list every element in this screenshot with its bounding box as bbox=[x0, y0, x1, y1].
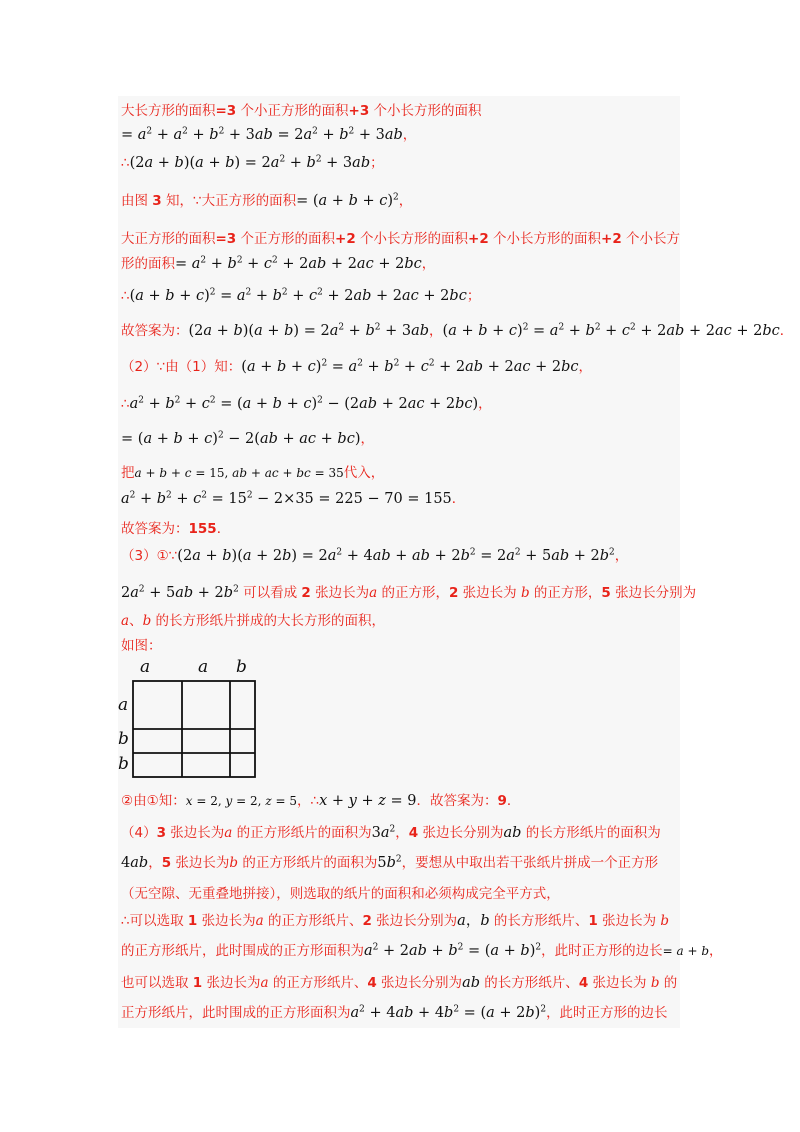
line-segment: 代入， bbox=[343, 465, 385, 481]
line-segment: ab bbox=[462, 975, 481, 991]
line-10 bbox=[121, 393, 492, 413]
line-segment: 的正方形， bbox=[529, 585, 602, 601]
line-segment: ． bbox=[451, 491, 466, 507]
line-23 bbox=[121, 910, 669, 930]
line-segment: ， bbox=[429, 323, 443, 339]
line-segment: 个小长方形的面积 bbox=[355, 231, 469, 247]
line-segment: 的长方形纸片、 bbox=[480, 975, 579, 991]
line-7 bbox=[121, 285, 480, 305]
line-segment: $(a + b + c)^2 = a^2 + b^2 + c^2 + 2ab + 2ac + 2bc$ bbox=[129, 287, 467, 304]
line-12 bbox=[121, 462, 384, 482]
line-segment: a + b + c = 15, ab + ac + bc = 35 bbox=[134, 466, 344, 480]
line-segment: 张边长为 bbox=[202, 975, 261, 991]
line-segment: ， bbox=[578, 359, 593, 375]
line-9 bbox=[121, 356, 592, 376]
line-segment: ， bbox=[398, 193, 413, 209]
line-segment: = $(a + b + c)^2 - 2(ab$ + ac + bc) bbox=[121, 430, 361, 447]
line-segment: a bbox=[224, 825, 233, 841]
line-segment: 正方形纸片，此时围成的正方形面积为 bbox=[121, 1005, 351, 1021]
line-segment: 3 bbox=[152, 193, 162, 209]
line-segment: ，此时正方形的边长 bbox=[541, 943, 663, 959]
line-18 bbox=[121, 635, 162, 655]
line-19 bbox=[121, 790, 520, 810]
side-label-b1: b bbox=[118, 729, 129, 749]
line-segment: = $a^2 + a^2 + b^2 + 3ab = 2a^2 + b^2 + 3ab$ bbox=[121, 126, 403, 143]
line-segment: b bbox=[660, 913, 670, 929]
line-segment: a bbox=[369, 585, 378, 601]
line-segment: +2 bbox=[335, 231, 356, 247]
line-segment: a bbox=[121, 613, 130, 629]
line-segment: 的长方形纸片的面积为 bbox=[521, 825, 661, 841]
line-segment: $(2a + b)(a + b) = 2a^2 + b^2 + 3ab$ bbox=[129, 154, 371, 171]
line-segment: 张边长为 bbox=[197, 913, 256, 929]
line-segment: （无空隙、无重叠地拼接），则选取的纸片的面积和必须构成完全平方式， bbox=[121, 886, 560, 902]
rectangle-tiling-figure bbox=[118, 657, 263, 782]
line-segment: x = 2, y = 2, z = 5 bbox=[185, 794, 297, 808]
line-17 bbox=[121, 610, 385, 630]
line-segment: $a^2 + 2ab + b^2 = (a + b)^2$ bbox=[364, 942, 542, 959]
line-segment: ，要想从中取出若干张纸片拼成一个正方形 bbox=[401, 855, 659, 871]
line-segment: 如图： bbox=[121, 638, 162, 654]
line-segment: 的正方形， bbox=[377, 585, 449, 601]
line-segment: 张边长为 bbox=[588, 975, 651, 991]
line-segment: 个正方形的面积 bbox=[236, 231, 336, 247]
line-segment: =3 bbox=[215, 103, 237, 119]
line-segment: 的正方形纸片的面积为 bbox=[238, 855, 378, 871]
line-21 bbox=[121, 852, 658, 872]
line-segment: $3a^2$ bbox=[371, 824, 396, 841]
line-segment: 可以看成 bbox=[238, 585, 302, 601]
line-segment: ， bbox=[614, 548, 629, 564]
line-segment: b bbox=[650, 975, 660, 991]
top-label-a2: a bbox=[198, 657, 209, 677]
top-label-b: b bbox=[236, 657, 247, 677]
line-5 bbox=[121, 228, 680, 248]
line-26 bbox=[121, 1002, 668, 1022]
line-segment: 2 bbox=[362, 913, 372, 929]
line-20 bbox=[121, 822, 661, 842]
line-segment: $a^2 + 4ab + 4b^2 = (a + 2b)^2$ bbox=[350, 1004, 547, 1021]
line-segment: （4） bbox=[121, 825, 157, 841]
line-segment: +2 bbox=[601, 231, 622, 247]
line-3 bbox=[121, 152, 384, 172]
line-segment: ； bbox=[370, 155, 384, 171]
line-segment: 的 bbox=[659, 975, 678, 991]
line-6 bbox=[121, 253, 435, 273]
line-segment: +2 bbox=[468, 231, 489, 247]
line-segment: = $a^2 + b^2 + c^2 + 2ab + 2ac + 2bc$ bbox=[175, 255, 422, 272]
line-22 bbox=[121, 883, 560, 903]
line-segment: ab bbox=[503, 825, 522, 841]
line-segment: 3 bbox=[156, 825, 166, 841]
line-segment: 张边长分别为 bbox=[371, 913, 458, 929]
line-segment: ∴ bbox=[121, 396, 130, 412]
line-segment: =3 bbox=[215, 231, 237, 247]
line-segment: 1 bbox=[588, 913, 598, 929]
line-segment: = a + b bbox=[662, 944, 710, 958]
line-segment: ②由①知： bbox=[121, 793, 186, 809]
line-segment: b bbox=[520, 585, 530, 601]
line-segment: 由图 bbox=[121, 193, 153, 209]
line-segment: 张边长为 bbox=[458, 585, 521, 601]
line-4 bbox=[121, 190, 412, 210]
line-segment: ， bbox=[478, 396, 492, 412]
line-segment: 形的面积 bbox=[121, 256, 175, 272]
line-segment: 张边长为 bbox=[597, 913, 661, 929]
line-segment: ∴可以选取 bbox=[121, 913, 188, 929]
line-segment: 个小正方形的面积 bbox=[236, 103, 349, 119]
line-segment: 的正方形纸片，此时围成的正方形面积为 bbox=[121, 943, 364, 959]
line-segment: 4ab bbox=[121, 855, 149, 871]
line-segment: 1 bbox=[187, 913, 198, 929]
line-segment: ，∴ bbox=[297, 793, 320, 809]
line-segment: ∴ bbox=[121, 288, 130, 304]
line-11 bbox=[121, 428, 374, 448]
line-segment: 张边长为 bbox=[166, 825, 225, 841]
line-segment: ∴ bbox=[121, 155, 130, 171]
line-segment: 张边长分别为 bbox=[418, 825, 504, 841]
line-segment: （3）①∵ bbox=[121, 548, 178, 564]
line-segment: 1 bbox=[192, 975, 203, 991]
line-segment: ； bbox=[466, 288, 481, 304]
line-segment: $5b^2$ bbox=[377, 854, 402, 871]
line-segment: ， bbox=[360, 431, 375, 447]
line-segment: $(a + b + c)^2 = a^2 + b^2 + c^2 + 2ab + 2ac + 2bc$ bbox=[442, 322, 780, 339]
line-segment: ， bbox=[421, 256, 436, 272]
line-segment: ． bbox=[779, 323, 794, 339]
line-segment: 张边长分别为 bbox=[376, 975, 463, 991]
line-2 bbox=[121, 124, 416, 144]
line-segment: 张边长分别为 bbox=[610, 585, 697, 601]
line-segment: 4 bbox=[578, 975, 589, 991]
line-segment: 2 bbox=[448, 585, 459, 601]
line-segment: 把 bbox=[121, 465, 135, 481]
line-segment: ， bbox=[402, 127, 417, 143]
line-segment: 大正方形的面积 bbox=[121, 231, 216, 247]
line-15 bbox=[121, 545, 628, 565]
line-segment: 5 bbox=[161, 855, 172, 871]
line-14 bbox=[121, 518, 230, 538]
line-8 bbox=[121, 320, 793, 340]
line-segment: 故答案为： bbox=[121, 323, 189, 339]
line-segment: $a^2 + b^2 + c^2 = 15^2 - 2\times 35 = 225 - 70 = 155$ bbox=[121, 490, 452, 507]
line-segment: ， bbox=[395, 825, 409, 841]
line-segment: 知，∵大正方形的面积 bbox=[161, 193, 297, 209]
line-24 bbox=[121, 940, 723, 960]
line-segment: = $(a + b + c)^2$ bbox=[296, 192, 399, 209]
line-segment: ，此时正方形的边长 bbox=[546, 1005, 668, 1021]
line-segment: ．故答案为： bbox=[416, 793, 498, 809]
line-segment: a，b bbox=[457, 913, 490, 929]
line-segment: 的正方形纸片、 bbox=[268, 975, 368, 991]
line-segment: 个小长方形的面积 bbox=[488, 231, 602, 247]
line-segment: 、 bbox=[129, 613, 143, 629]
side-label-a: a bbox=[118, 695, 129, 715]
line-segment: 的长方形纸片拼成的大长方形的面积， bbox=[151, 613, 386, 629]
line-segment: $(a + b + c)^2 = a^2 + b^2 + c^2 + 2ab + 2ac + 2bc$ bbox=[241, 358, 579, 375]
line-segment: 2 bbox=[301, 585, 311, 601]
line-16 bbox=[121, 582, 696, 602]
line-segment: 故答案为： bbox=[121, 521, 189, 537]
tiling-grid bbox=[118, 657, 263, 782]
line-1 bbox=[121, 100, 482, 120]
line-segment: b bbox=[142, 613, 152, 629]
side-label-b2: b bbox=[118, 754, 129, 774]
line-segment: 大长方形的面积 bbox=[121, 103, 216, 119]
line-25 bbox=[121, 972, 677, 992]
line-segment: 张边长为 bbox=[171, 855, 230, 871]
line-segment: a bbox=[255, 913, 264, 929]
line-segment: 155 bbox=[188, 521, 217, 537]
line-segment: 的长方形纸片、 bbox=[489, 913, 589, 929]
line-segment: b bbox=[229, 855, 239, 871]
line-segment: 9 bbox=[497, 793, 507, 809]
line-segment: $2a^2 + 5ab + 2b^2$ bbox=[121, 584, 239, 601]
line-segment: ． bbox=[216, 521, 231, 537]
line-segment: +3 bbox=[348, 103, 370, 119]
line-segment: 4 bbox=[408, 825, 419, 841]
line-segment: 个小长方形的面积 bbox=[369, 103, 482, 119]
line-segment: 4 bbox=[367, 975, 377, 991]
line-segment: 的正方形纸片、 bbox=[263, 913, 363, 929]
line-segment: ， bbox=[148, 855, 162, 871]
line-segment: 的正方形纸片的面积为 bbox=[232, 825, 372, 841]
line-segment: x + y + z = 9 bbox=[319, 793, 417, 809]
line-segment: a bbox=[260, 975, 269, 991]
line-segment: 张边长为 bbox=[310, 585, 370, 601]
line-segment: 个小长方 bbox=[621, 231, 681, 247]
line-segment: $(2a + b)(a + 2b) = 2a^2 + 4ab$ + ab + $2b^2 = 2a^2 + 5ab + 2b^2$ bbox=[177, 547, 615, 564]
line-segment: （2）∵由（1）知： bbox=[121, 359, 242, 375]
line-segment: ， bbox=[709, 943, 723, 959]
line-13 bbox=[121, 488, 465, 508]
line-segment: ． bbox=[506, 793, 521, 809]
line-segment: 5 bbox=[601, 585, 611, 601]
line-segment: $a^2 + b^2 + c^2 = (a + b + c)^2 - (2ab + 2ac + 2bc)$ bbox=[129, 395, 479, 412]
line-segment: 也可以选取 bbox=[121, 975, 193, 991]
line-segment: $(2a + b)(a + b) = 2a^2 + b^2 + 3ab$ bbox=[188, 322, 430, 339]
top-label-a1: a bbox=[140, 657, 151, 677]
